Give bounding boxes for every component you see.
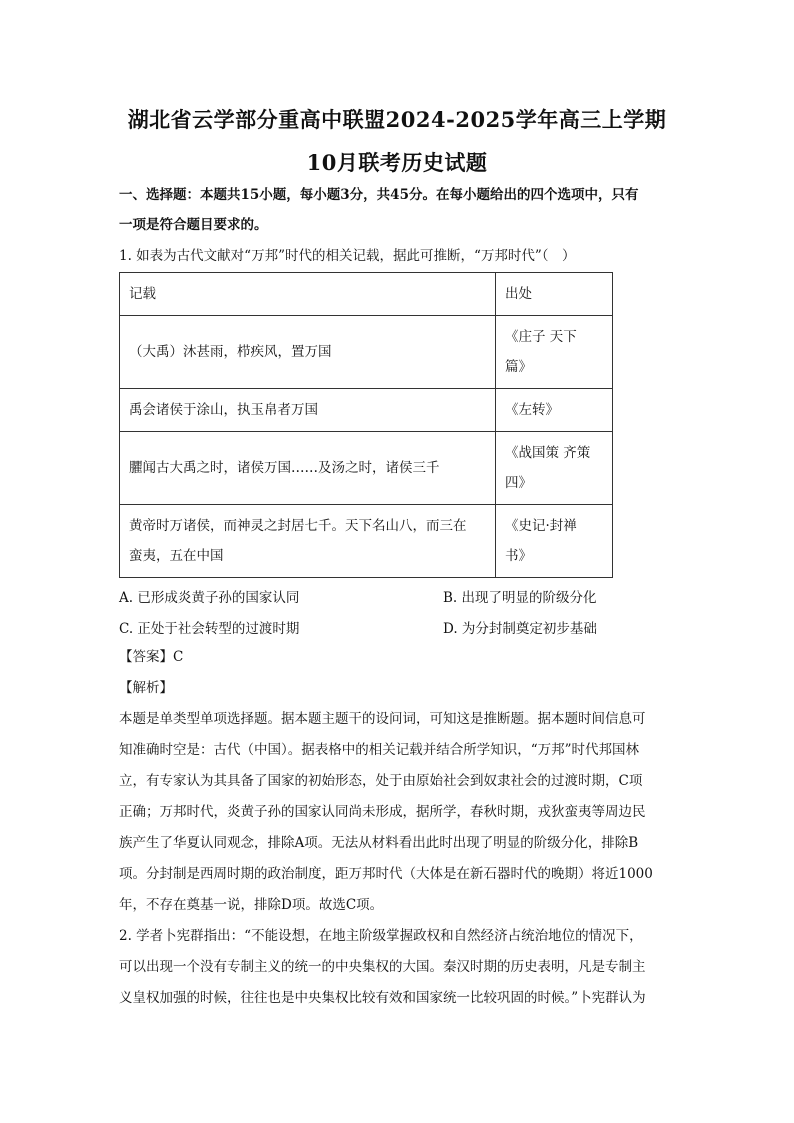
table-cell-record: （大禹）沐甚雨，栉疾风，置万国 [120, 316, 496, 389]
option-d: D. 为分封制奠定初步基础 [443, 621, 597, 637]
table-header-row [120, 273, 613, 316]
exam-title-line2: 10月联考历史试题 [306, 150, 488, 175]
analysis-line: 本题是单类型单项选择题。据本题主题干的设问词，可知这是推断题。据本题时间信息可 [119, 711, 646, 727]
option-a: A. 已形成炎黄子孙的国家认同 [119, 590, 300, 606]
records-table [119, 272, 613, 578]
table-cell-source: 《庄子 天下 篇》 [496, 316, 613, 389]
table-row [120, 389, 613, 432]
table-header-source: 出处 [496, 273, 613, 316]
analysis-line: 年，不存在奠基一说，排除D项。故选C项。 [119, 897, 384, 913]
option-b: B. 出现了明显的阶级分化 [443, 590, 597, 606]
analysis-line: 正确；万邦时代，炎黄子孙的国家认同尚未形成，据所学，春秋时期，戎狄蛮夷等周边民 [119, 804, 646, 820]
question-1-stem: 1. 如表为古代文献对“万邦”时代的相关记载，据此可推断，“万邦时代”（ ） [119, 248, 576, 264]
section-instruction-line2: 一项是符合题目要求的。 [119, 217, 268, 233]
table-row [120, 505, 613, 578]
table-cell-record: 黄帝时万诸侯，而神灵之封居七千。天下名山八，而三在 蛮夷，五在中国 [120, 505, 496, 578]
table-cell-record: 臞闻古大禹之时，诸侯万国……及汤之时，诸侯三千 [120, 432, 496, 505]
analysis-line: 知准确时空是：古代（中国）。据表格中的相关记载并结合所学知识，“万邦”时代邦国林 [119, 742, 640, 758]
question-2-line: 2. 学者卜宪群指出：“不能设想，在地主阶级掌握政权和自然经济占统治地位的情况下， [119, 928, 643, 944]
question-2-line: 义皇权加强的时候，往往也是中央集权比较有效和国家统一比较巩固的时候。”卜宪群认为 [119, 990, 646, 1006]
analysis-line: 立，有专家认为其具备了国家的初始形态，处于由原始社会到奴隶社会的过渡时期，C项 [119, 773, 643, 789]
table-header-record: 记载 [120, 273, 496, 316]
analysis-line: 项。分封制是西周时期的政治制度，距万邦时代（大体是在新石器时代的晚期）将近1000 [119, 866, 653, 882]
table-row [120, 432, 613, 505]
answer-label: 【答案】C [119, 649, 184, 665]
analysis-label: 【解析】 [119, 680, 173, 696]
table-row [120, 316, 613, 389]
exam-title-line1: 湖北省云学部分重高中联盟2024-2025学年高三上学期 [127, 107, 667, 132]
table-cell-source: 《史记·封禅 书》 [496, 505, 613, 578]
section-instruction-line1: 一、选择题：本题共15小题，每小题3分，共45分。在每小题给出的四个选项中，只有 [119, 187, 639, 203]
table-cell-record: 禹会诸侯于涂山，执玉帛者万国 [120, 389, 496, 432]
question-2-line: 可以出现一个没有专制主义的统一的中央集权的大国。秦汉时期的历史表明，凡是专制主 [119, 959, 646, 975]
table-cell-source: 《战国策 齐策 四》 [496, 432, 613, 505]
option-c: C. 正处于社会转型的过渡时期 [119, 621, 300, 637]
table-cell-source: 《左转》 [496, 389, 613, 432]
analysis-line: 族产生了华夏认同观念，排除A项。无法从材料看出此时出现了明显的阶级分化，排除B [119, 835, 639, 851]
